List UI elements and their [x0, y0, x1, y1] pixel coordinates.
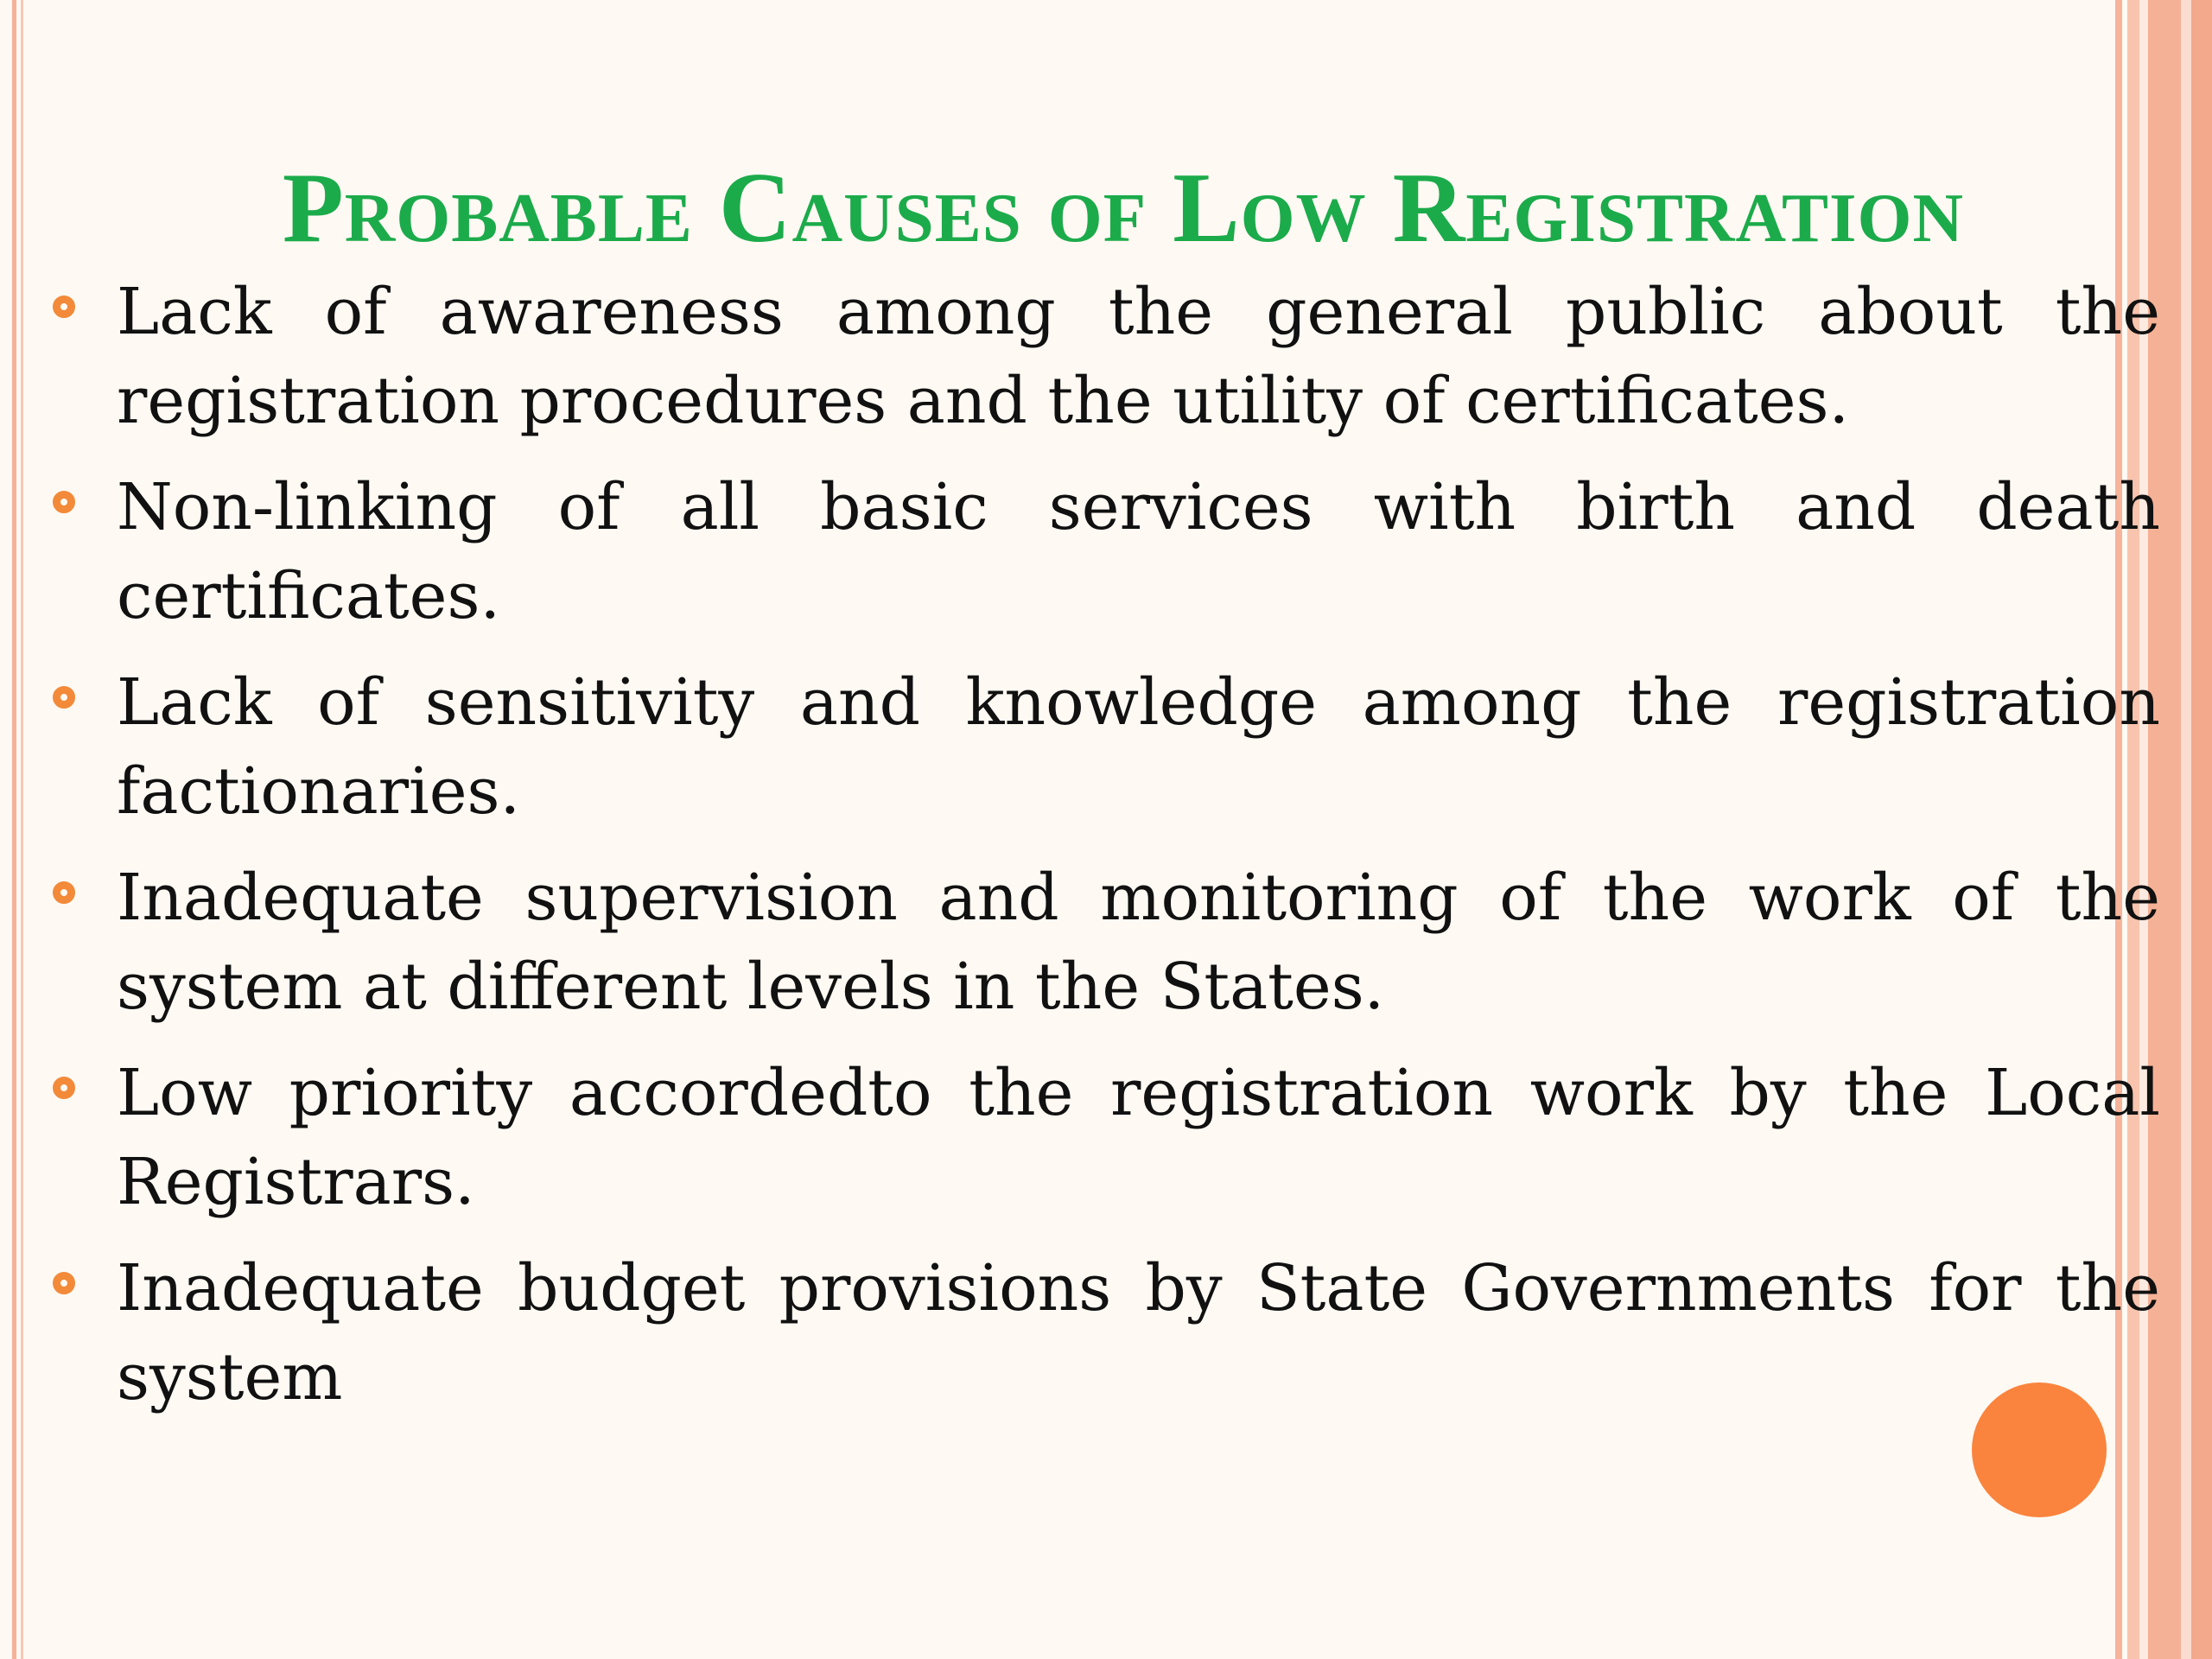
bullet-item [43, 658, 2160, 836]
slide-title: Probable Causes of Low Registration [282, 152, 1965, 264]
left-border-line-inner [21, 0, 23, 1659]
bullet-text: Inadequate supervision and monitoring of the work of the system at different levels in the States. [117, 861, 2160, 1024]
bullet-ring-icon [53, 686, 75, 709]
bullet-text: Lack of awareness among the general public about the registration procedures and the utility of certificates. [117, 275, 2160, 438]
bullet-item [43, 854, 2160, 1032]
bullet-item [43, 1244, 2160, 1422]
left-border-line [12, 0, 16, 1659]
bullet-ring-icon [53, 491, 75, 513]
bullet-ring-icon [53, 1077, 75, 1099]
bullet-text: Inadequate budget provisions by State Governments for the system [117, 1251, 2160, 1414]
bullet-text: Non-linking of all basic services with birth and death certificates. [117, 470, 2160, 633]
bullet-list [43, 268, 2160, 1440]
decorative-orange-circle [1972, 1382, 2107, 1517]
bullet-text: Lack of sensitivity and knowledge among the registration factionaries. [117, 665, 2160, 829]
bullet-ring-icon [53, 1272, 75, 1294]
bullet-ring-icon [53, 296, 75, 318]
bullet-item [43, 1049, 2160, 1227]
bullet-ring-icon [53, 881, 75, 904]
bullet-text: Low priority accordedto the registration work by the Local Registrars. [117, 1056, 2160, 1219]
bullet-item [43, 268, 2160, 446]
right-border-stripe [2181, 0, 2191, 1659]
right-border-stripe [2191, 0, 2212, 1659]
bullet-item [43, 463, 2160, 641]
